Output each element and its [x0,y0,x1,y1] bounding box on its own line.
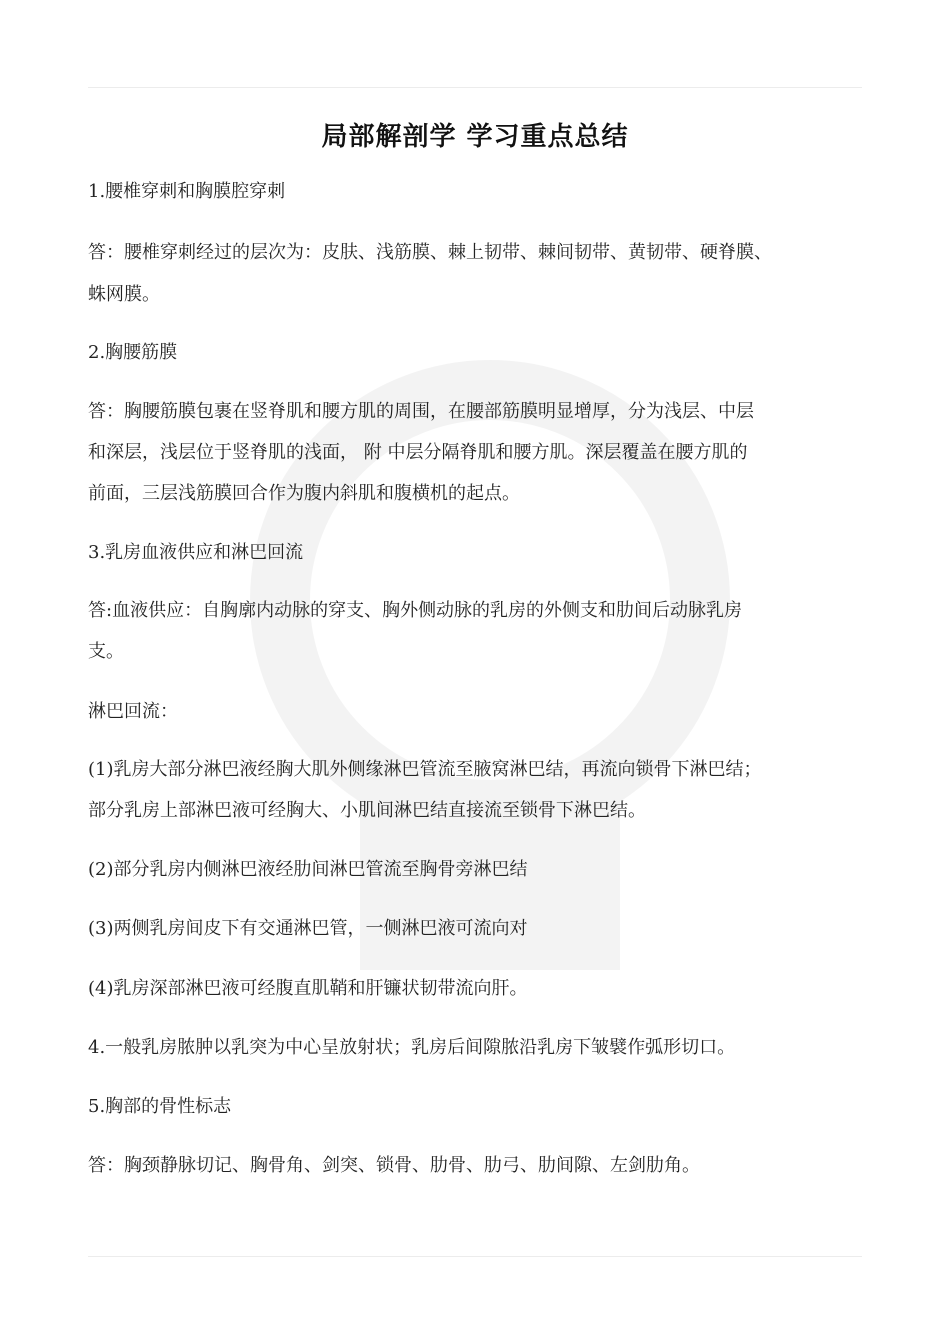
paragraph-1-line-1: 答：腰椎穿刺经过的层次为：皮肤、浅筋膜、棘上韧带、棘间韧带、黄韧带、硬脊膜、 [88,242,772,263]
paragraph-5: 答：胸颈静脉切记、胸骨角、剑突、锁骨、肋骨、肋弓、肋间隙、左剑肋角。 [88,1155,700,1176]
paragraph-2-line-2: 和深层，浅层位于竖脊肌的浅面， 附 中层分隔脊肌和腰方肌。深层覆盖在腰方肌的 [88,442,748,463]
heading-5: 5.胸部的骨性标志 [88,1096,232,1117]
lymph-heading: 淋巴回流： [88,701,178,722]
heading-1: 1.腰椎穿刺和胸膜腔穿刺 [88,181,286,202]
top-divider [88,87,862,88]
lymph-item-1-line-1: (1)乳房大部分淋巴液经胸大肌外侧缘淋巴管流至腋窝淋巴结，再流向锁骨下淋巴结； [88,759,762,780]
paragraph-2-line-3: 前面，三层浅筋膜回合作为腹内斜肌和腹横机的起点。 [88,483,520,504]
lymph-item-2: (2)部分乳房内侧淋巴液经肋间淋巴管流至胸骨旁淋巴结 [88,859,528,880]
lymph-item-3: (3)两侧乳房间皮下有交通淋巴管，一侧淋巴液可流向对 [88,918,528,939]
heading-3: 3.乳房血液供应和淋巴回流 [88,542,304,563]
page-title: 局部解剖学 学习重点总结 [321,122,629,152]
paragraph-1-line-2: 蛛网膜。 [88,284,160,305]
lymph-item-4: (4)乳房深部淋巴液可经腹直肌鞘和肝镰状韧带流向肝。 [88,978,528,999]
paragraph-4: 4.一般乳房脓肿以乳突为中心呈放射状；乳房后间隙脓沿乳房下皱襞作弧形切口。 [88,1037,736,1058]
lymph-item-1-line-2: 部分乳房上部淋巴液可经胸大、小肌间淋巴结直接流至锁骨下淋巴结。 [88,800,646,821]
paragraph-3-line-2: 支。 [88,641,124,662]
paragraph-2-line-1: 答：胸腰筋膜包裹在竖脊肌和腰方肌的周围，在腰部筋膜明显增厚，分为浅层、中层 [88,401,754,422]
paragraph-3-line-1: 答:血液供应：自胸廓内动脉的穿支、胸外侧动脉的乳房的外侧支和肋间后动脉乳房 [88,600,743,621]
bottom-divider [88,1256,862,1257]
heading-2: 2.胸腰筋膜 [88,342,178,363]
